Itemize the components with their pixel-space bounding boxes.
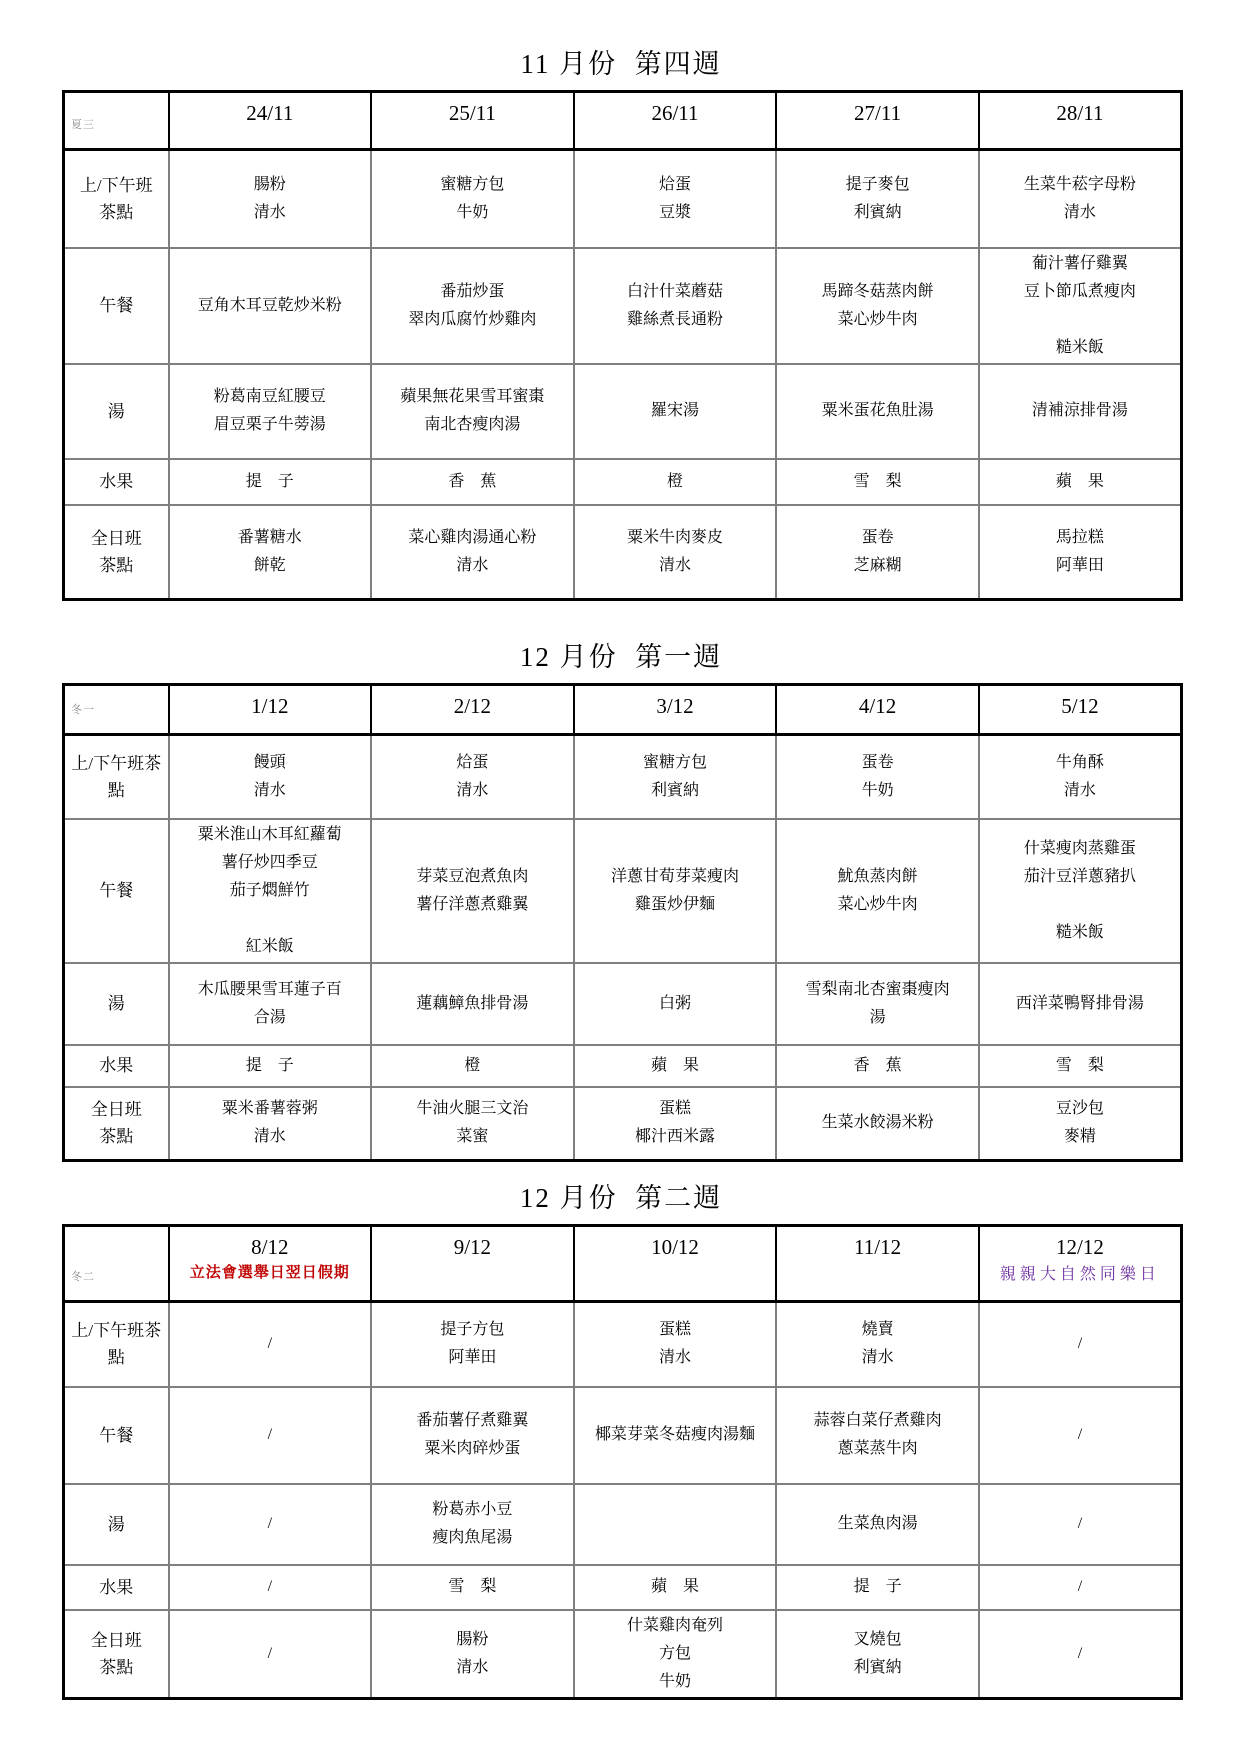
menu-cell: / — [169, 1484, 372, 1565]
menu-row — [64, 505, 1182, 600]
season-cell — [64, 92, 169, 150]
menu-cell: 椰菜芽菜冬菇瘦肉湯麵 — [574, 1387, 777, 1484]
header-row — [64, 685, 1182, 735]
menu-cell: / — [979, 1302, 1182, 1387]
menu-cell: 蘋 果 — [574, 1565, 777, 1610]
menu-cell: 羅宋湯 — [574, 364, 777, 459]
menu-cell: 蛋糕 椰汁西米露 — [574, 1087, 777, 1161]
menu-cell: 蘋 果 — [574, 1045, 777, 1087]
menu-cell: 蓮藕鱆魚排骨湯 — [371, 963, 574, 1045]
date-header — [371, 1226, 574, 1302]
date-header — [371, 92, 574, 150]
date-label: 5/12 — [1061, 694, 1099, 718]
date-label: 24/11 — [246, 101, 294, 125]
date-label: 4/12 — [858, 694, 897, 718]
menu-cell: 清補涼排骨湯 — [979, 364, 1182, 459]
menu-cell: 魷魚蒸肉餅 菜心炒牛肉 — [776, 819, 979, 963]
date-label: 12/12 — [1056, 1235, 1104, 1259]
menu-cell: 粉葛赤小豆 瘦肉魚尾湯 — [371, 1484, 574, 1565]
menu-cell: / — [979, 1565, 1182, 1610]
menu-cell: 燒賣 清水 — [776, 1302, 979, 1387]
menu-row — [64, 150, 1182, 248]
date-header — [979, 685, 1182, 735]
menu-cell: 西洋菜鴨腎排骨湯 — [979, 963, 1182, 1045]
menu-cell: 蘋果無花果雪耳蜜棗 南北杏瘦肉湯 — [371, 364, 574, 459]
date-header — [979, 92, 1182, 150]
date-label: 1/12 — [251, 694, 289, 718]
holiday-note: 立法會選舉日翌日假期 — [189, 1265, 350, 1281]
menu-table — [62, 1224, 1183, 1700]
date-label: 8/12 — [251, 1235, 289, 1259]
menu-row — [64, 364, 1182, 459]
menu-cell: 蜜糖方包 利賓納 — [574, 735, 777, 819]
menu-cell: 粟米牛肉麥皮 清水 — [574, 505, 777, 600]
menu-cell: 白粥 — [574, 963, 777, 1045]
row-label: 水果 — [64, 1045, 169, 1087]
menu-cell: 粟米淮山木耳紅蘿蔔 薯仔炒四季豆 茄子燜鮮竹 紅米飯 — [169, 819, 372, 963]
menu-table — [62, 683, 1183, 1162]
menu-row — [64, 1045, 1182, 1087]
row-label: 全日班 茶點 — [64, 505, 169, 600]
date-label: 27/11 — [854, 101, 902, 125]
date-header — [574, 1226, 777, 1302]
row-label: 午餐 — [64, 1387, 169, 1484]
row-label: 水果 — [64, 1565, 169, 1610]
menu-cell: 烚蛋 清水 — [371, 735, 574, 819]
menu-cell: 香 蕉 — [776, 1045, 979, 1087]
menu-cell: / — [169, 1387, 372, 1484]
date-label: 10/12 — [651, 1235, 699, 1259]
date-header — [169, 92, 372, 150]
menu-cell: / — [169, 1565, 372, 1610]
date-label: 28/11 — [1056, 101, 1104, 125]
date-header — [169, 685, 372, 735]
menu-cell: 葡汁薯仔雞翼 豆卜節瓜煮瘦肉 糙米飯 — [979, 248, 1182, 364]
menu-cell: 牛角酥 清水 — [979, 735, 1182, 819]
menu-cell: 饅頭 清水 — [169, 735, 372, 819]
menu-cell: 橙 — [371, 1045, 574, 1087]
date-label: 25/11 — [448, 101, 496, 125]
row-label: 上/下午班茶 點 — [64, 1302, 169, 1387]
season-cell — [64, 1226, 169, 1302]
menu-cell: 橙 — [574, 459, 777, 505]
menu-row — [64, 248, 1182, 364]
date-header — [776, 685, 979, 735]
row-label: 湯 — [64, 364, 169, 459]
menu-cell: 番茄炒蛋 翠肉瓜腐竹炒雞肉 — [371, 248, 574, 364]
menu-week-section — [62, 635, 1180, 1162]
menu-cell — [574, 1484, 777, 1565]
row-label: 午餐 — [64, 819, 169, 963]
menu-cell: 香 蕉 — [371, 459, 574, 505]
season-cell — [64, 685, 169, 735]
menu-row — [64, 1610, 1182, 1699]
menu-row — [64, 1387, 1182, 1484]
menu-cell: 粟米蛋花魚肚湯 — [776, 364, 979, 459]
menu-cell: / — [979, 1387, 1182, 1484]
week-title: 11 月份 第四週 — [520, 49, 722, 79]
menu-cell: 木瓜腰果雪耳蓮子百 合湯 — [169, 963, 372, 1045]
menu-row — [64, 963, 1182, 1045]
menu-cell: 提子麥包 利賓納 — [776, 150, 979, 248]
menu-cell: 粟米番薯蓉粥 清水 — [169, 1087, 372, 1161]
date-header — [371, 685, 574, 735]
menu-cell: 粉葛南豆紅腰豆 眉豆栗子牛蒡湯 — [169, 364, 372, 459]
menu-cell: 雪 梨 — [776, 459, 979, 505]
date-label: 26/11 — [651, 101, 699, 125]
menu-cell: 白汁什菜蘑菇 雞絲煮長通粉 — [574, 248, 777, 364]
date-label: 9/12 — [453, 1235, 492, 1259]
menu-row — [64, 1484, 1182, 1565]
menu-cell: 豆角木耳豆乾炒米粉 — [169, 248, 372, 364]
menu-cell: 腸粉 清水 — [371, 1610, 574, 1699]
menu-row — [64, 735, 1182, 819]
menu-cell: 馬蹄冬菇蒸肉餅 菜心炒牛肉 — [776, 248, 979, 364]
season-label: 冬二 — [71, 1271, 95, 1283]
date-header — [574, 92, 777, 150]
menu-cell: 蛋卷 牛奶 — [776, 735, 979, 819]
menu-row — [64, 819, 1182, 963]
menu-cell: 生菜牛菘字母粉 清水 — [979, 150, 1182, 248]
menu-document — [62, 0, 1180, 1700]
row-label: 湯 — [64, 1484, 169, 1565]
menu-row — [64, 459, 1182, 505]
menu-cell: 蒜蓉白菜仔煮雞肉 蔥菜蒸牛肉 — [776, 1387, 979, 1484]
menu-cell: 雪梨南北杏蜜棗瘦肉 湯 — [776, 963, 979, 1045]
menu-cell: 洋蔥甘荀芽菜瘦肉 雞蛋炒伊麵 — [574, 819, 777, 963]
season-label: 夏三 — [71, 119, 95, 131]
menu-cell: 生菜魚肉湯 — [776, 1484, 979, 1565]
menu-cell: 腸粉 清水 — [169, 150, 372, 248]
menu-cell: 提 子 — [169, 459, 372, 505]
date-header — [776, 92, 979, 150]
date-header — [776, 1226, 979, 1302]
row-label: 湯 — [64, 963, 169, 1045]
menu-cell: 生菜水餃湯米粉 — [776, 1087, 979, 1161]
menu-row — [64, 1087, 1182, 1161]
menu-row — [64, 1302, 1182, 1387]
row-label: 上/下午班 茶點 — [64, 150, 169, 248]
date-label: 11/12 — [854, 1235, 902, 1259]
menu-cell: 蛋卷 芝麻糊 — [776, 505, 979, 600]
menu-cell: 蜜糖方包 牛奶 — [371, 150, 574, 248]
header-row — [64, 1226, 1182, 1302]
menu-cell: / — [979, 1610, 1182, 1699]
header-row — [64, 92, 1182, 150]
menu-cell: / — [169, 1610, 372, 1699]
menu-week-section — [62, 1176, 1180, 1700]
week-title: 12 月份 第二週 — [519, 1183, 723, 1213]
menu-cell: 牛油火腿三文治 菜蜜 — [371, 1087, 574, 1161]
row-label: 全日班 茶點 — [64, 1610, 169, 1699]
date-label: 3/12 — [656, 694, 694, 718]
date-header — [574, 685, 777, 735]
menu-cell: 番茄薯仔煮雞翼 粟米肉碎炒蛋 — [371, 1387, 574, 1484]
menu-week-section — [62, 0, 1180, 601]
season-label: 冬一 — [71, 704, 95, 716]
menu-cell: 馬拉糕 阿華田 — [979, 505, 1182, 600]
row-label: 午餐 — [64, 248, 169, 364]
menu-cell: 雪 梨 — [979, 1045, 1182, 1087]
menu-cell: 番薯糖水 餅乾 — [169, 505, 372, 600]
row-label: 上/下午班茶 點 — [64, 735, 169, 819]
menu-cell: 叉燒包 利賓納 — [776, 1610, 979, 1699]
menu-cell: 提 子 — [169, 1045, 372, 1087]
menu-cell: / — [169, 1302, 372, 1387]
menu-cell: 蛋糕 清水 — [574, 1302, 777, 1387]
menu-cell: / — [979, 1484, 1182, 1565]
menu-cell: 烚蛋 豆漿 — [574, 150, 777, 248]
menu-cell: 提子方包 阿華田 — [371, 1302, 574, 1387]
menu-cell: 什菜雞肉奄列 方包 牛奶 — [574, 1610, 777, 1699]
date-header — [979, 1226, 1182, 1302]
week-title: 12 月份 第一週 — [519, 642, 723, 672]
row-label: 全日班 茶點 — [64, 1087, 169, 1161]
menu-table — [62, 90, 1183, 601]
menu-cell: 雪 梨 — [371, 1565, 574, 1610]
menu-cell: 菜心雞肉湯通心粉 清水 — [371, 505, 574, 600]
menu-cell: 蘋 果 — [979, 459, 1182, 505]
event-note: 親親大自然同樂日 — [999, 1266, 1160, 1283]
menu-cell: 芽菜豆泡煮魚肉 薯仔洋蔥煮雞翼 — [371, 819, 574, 963]
date-label: 2/12 — [453, 694, 492, 718]
row-label: 水果 — [64, 459, 169, 505]
menu-row — [64, 1565, 1182, 1610]
menu-cell: 豆沙包 麥精 — [979, 1087, 1182, 1161]
menu-cell: 什菜瘦肉蒸雞蛋 茄汁豆洋蔥豬扒 糙米飯 — [979, 819, 1182, 963]
menu-cell: 提 子 — [776, 1565, 979, 1610]
date-header — [169, 1226, 372, 1302]
